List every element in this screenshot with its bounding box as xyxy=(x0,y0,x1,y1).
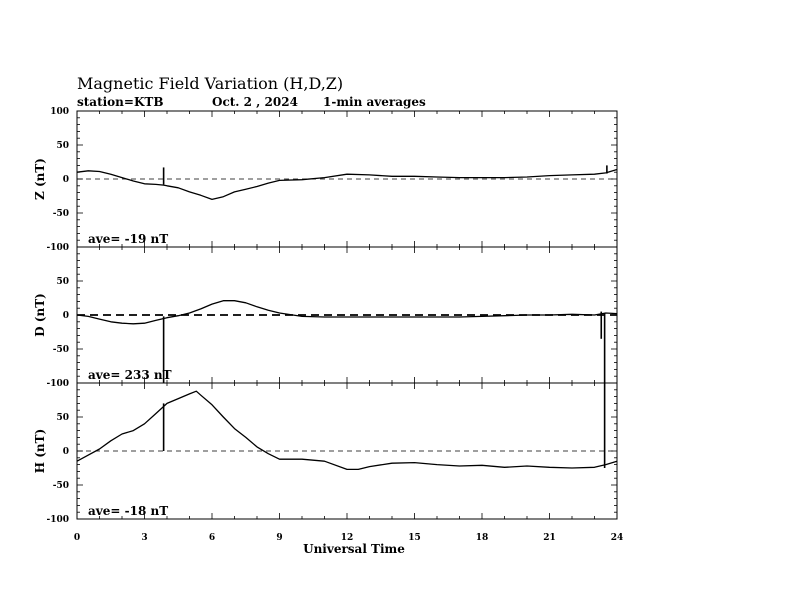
h-axis-label: H (nT) xyxy=(33,428,47,474)
station-label: station=KTB xyxy=(77,95,164,109)
z-axis-label: Z (nT) xyxy=(33,158,47,200)
d-ytick-label: -100 xyxy=(46,379,69,389)
d-ytick-label: 50 xyxy=(56,277,69,287)
x-axis-label: Universal Time xyxy=(303,542,405,556)
z-ytick-label: -100 xyxy=(46,243,69,253)
x-tick-label: 21 xyxy=(543,533,556,543)
z-ytick-label: 50 xyxy=(56,141,69,151)
z-average-label: ave= -19 nT xyxy=(88,232,169,246)
x-tick-label: 3 xyxy=(141,533,148,543)
x-tick-label: 0 xyxy=(73,533,81,543)
averaging-label: 1-min averages xyxy=(323,95,426,109)
x-tick-label: 12 xyxy=(340,533,354,543)
x-tick-label: 18 xyxy=(475,533,489,543)
x-tick-label: 24 xyxy=(610,533,624,543)
d-ytick-label: 0 xyxy=(62,311,69,321)
z-ytick-label: -50 xyxy=(52,209,69,219)
z-ytick-label: 100 xyxy=(50,107,69,117)
h-ytick-label: -100 xyxy=(46,515,69,525)
plot-area xyxy=(33,107,623,543)
z-ytick-label: 0 xyxy=(62,175,69,185)
h-ytick-label: -50 xyxy=(52,481,69,491)
d-panel xyxy=(33,247,617,389)
h-series-line xyxy=(77,391,617,469)
x-tick-label: 15 xyxy=(408,533,421,543)
d-average-label: ave= 233 nT xyxy=(88,368,172,382)
x-tick-label: 9 xyxy=(276,533,283,543)
d-series-line xyxy=(77,301,617,324)
chart-title: Magnetic Field Variation (H,D,Z) xyxy=(77,74,344,93)
h-ytick-label: 0 xyxy=(62,447,69,457)
x-tick-label: 6 xyxy=(208,533,216,543)
date-label: Oct. 2 , 2024 xyxy=(212,95,298,109)
h-ytick-label: 50 xyxy=(56,413,69,423)
h-panel xyxy=(33,383,617,525)
z-panel xyxy=(33,107,617,253)
d-ytick-label: -50 xyxy=(52,345,69,355)
d-axis-label: D (nT) xyxy=(33,293,47,337)
h-average-label: ave= -18 nT xyxy=(88,504,169,518)
z-series-line xyxy=(77,170,617,200)
